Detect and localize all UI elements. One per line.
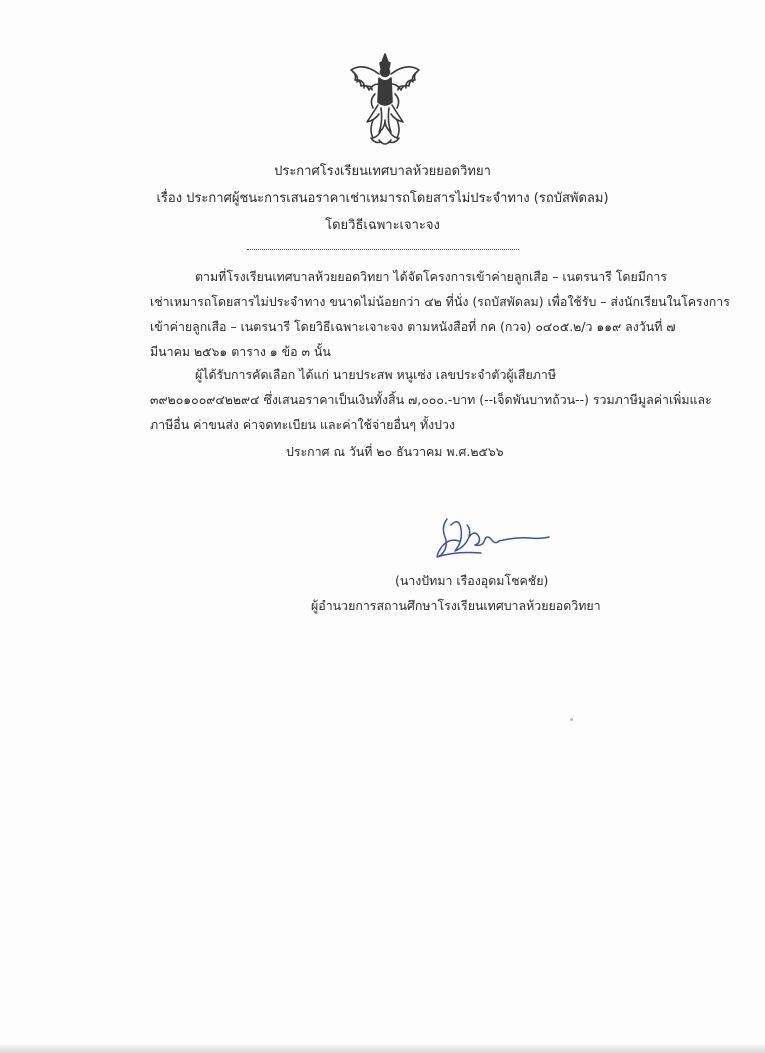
signer-position: ผู้อำนวยการสถานศึกษาโรงเรียนเทศบาลห้วยยอดวิทยา xyxy=(311,598,601,613)
signer-name: (นางปัทมา เรืองอุดมโชคชัย) xyxy=(395,573,549,588)
paragraph-line: เข้าค่ายลูกเสือ – เนตรนารี โดยวิธีเฉพาะเจาะจง ตามหนังสือที่ กค (กวจ) ๐๔๐๕.๒/ว ๑๑๙ ลงวันที่ ๗ xyxy=(150,319,676,334)
paragraph-winner xyxy=(150,362,712,437)
garuda-emblem-icon xyxy=(345,50,425,150)
scan-bottom-edge xyxy=(0,1045,765,1053)
dotted-divider xyxy=(247,249,519,250)
signature-icon xyxy=(425,507,555,567)
paragraph-line: ตามที่โรงเรียนเทศบาลห้วยยอดวิทยา ได้จัดโครงการเข้าค่ายลูกเสือ – เนตรนารี โดยมีการ xyxy=(195,269,668,284)
paragraph-line: ภาษีอื่น ค่าขนส่ง ค่าจดทะเบียน และค่าใช้จ่ายอื่นๆ ทั้งปวง xyxy=(150,417,456,432)
paragraph-background xyxy=(150,264,730,364)
paragraph-line: ๓๙๒๐๑๐๐๙๔๒๒๙๔ ซึ่งเสนอราคาเป็นเงินทั้งสิ้น ๗,๐๐๐.-บาท (--เจ็ดพันบาทถ้วน--) รวมภาษีมูลค่าเพิ่มและ xyxy=(150,392,712,407)
paragraph-line: เช่าเหมารถโดยสารไม่ประจำทาง ขนาดไม่น้อยกว่า ๔๒ ที่นั่ง (รถบัสพัดลม) เพื่อใช้รับ – ส่งนักเรียนในโครงการ xyxy=(150,294,730,309)
announcement-title: ประกาศโรงเรียนเทศบาลห้วยยอดวิทยา xyxy=(274,164,491,179)
announcement-date: ประกาศ ณ วันที่ ๒๐ ธันวาคม พ.ศ.๒๕๖๖ xyxy=(286,444,504,459)
announcement-subject: เรื่อง ประกาศผู้ชนะการเสนอราคาเช่าเหมารถโดยสารไม่ประจำทาง (รถบัสพัดลม) xyxy=(156,191,609,206)
paragraph-line: มีนาคม ๒๕๖๑ ตาราง ๑ ข้อ ๓ นั้น xyxy=(150,344,331,359)
paragraph-line: ผู้ได้รับการคัดเลือก ได้แก่ นายประสพ หนูเซ่ง เลขประจำตัวผู้เสียภาษี xyxy=(195,367,557,382)
scan-speck xyxy=(570,718,573,721)
procurement-method: โดยวิธีเฉพาะเจาะจง xyxy=(325,218,440,233)
